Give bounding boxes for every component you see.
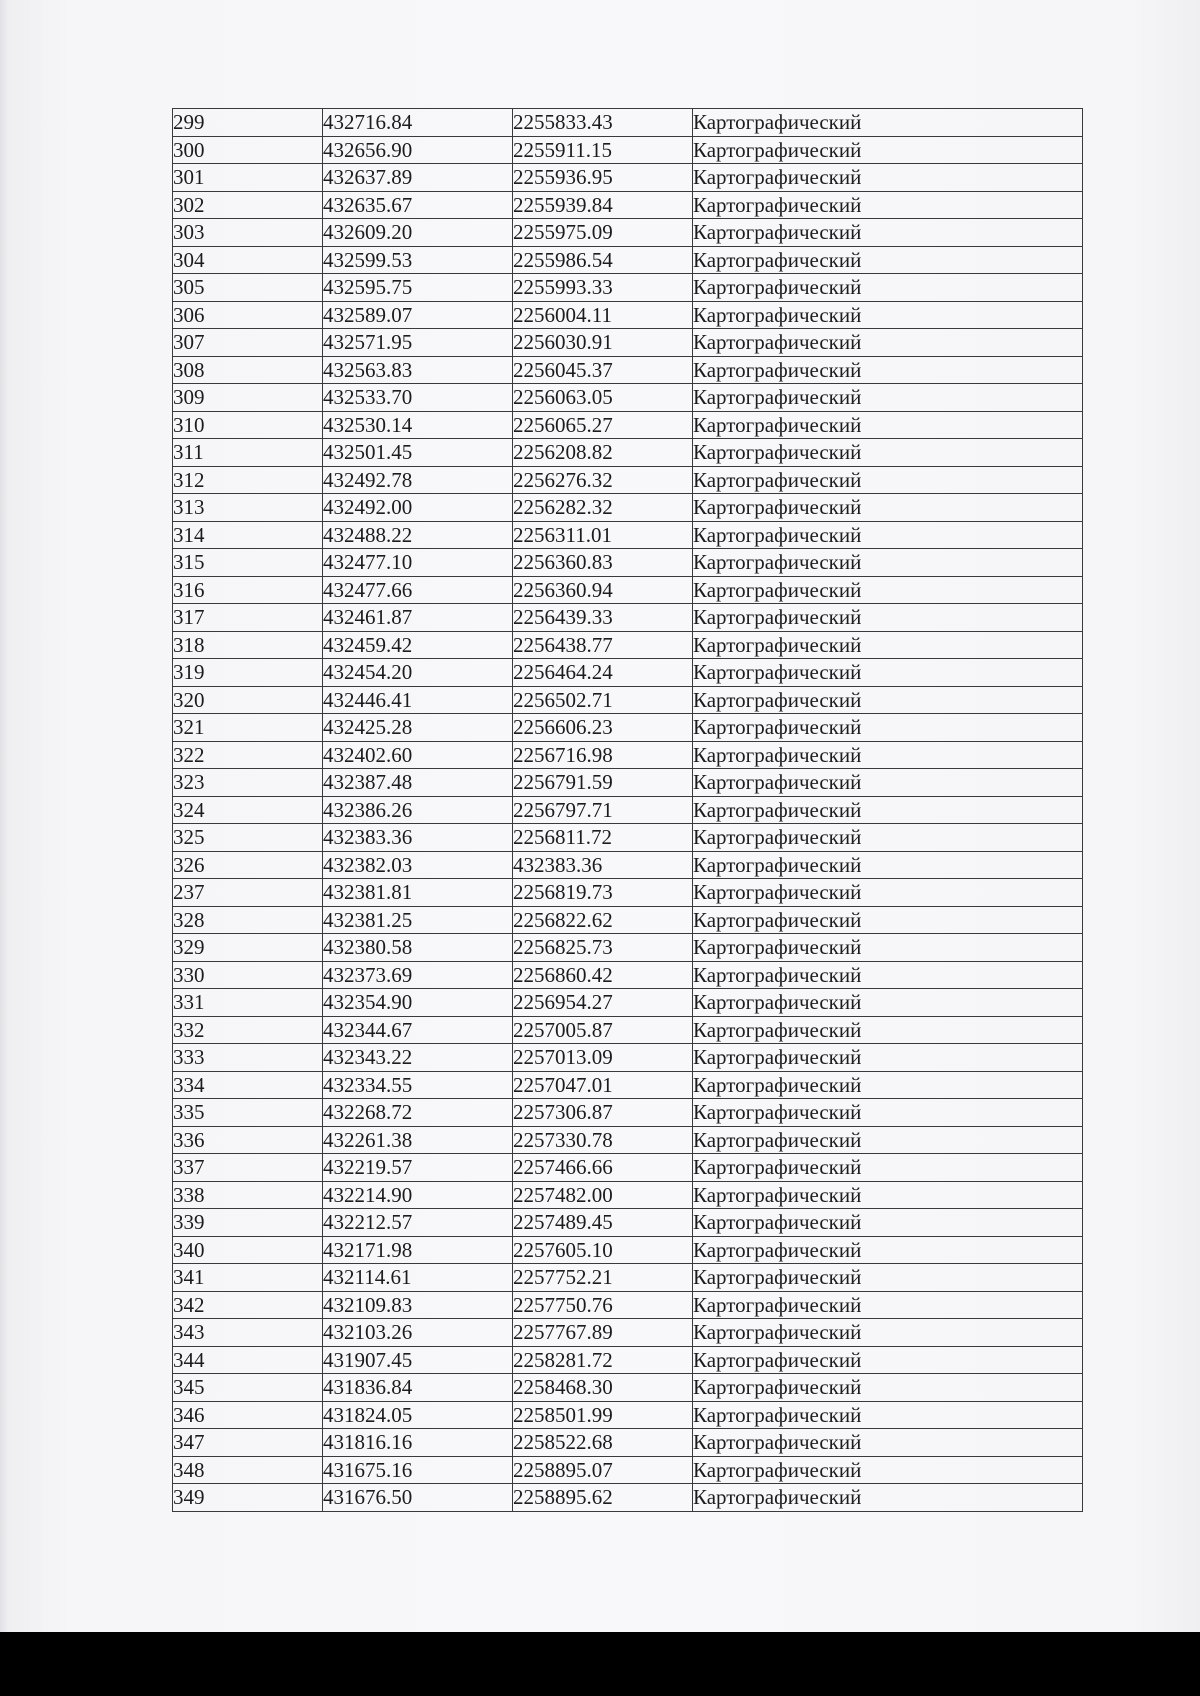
y-coordinate-cell: 2256860.42 — [513, 961, 693, 989]
method-cell: Картографический — [693, 796, 1083, 824]
table-row — [173, 769, 1083, 797]
scan-edge-shadow — [0, 0, 8, 1632]
y-coordinate-cell: 2257605.10 — [513, 1236, 693, 1264]
y-coordinate-cell: 2256065.27 — [513, 411, 693, 439]
x-coordinate-cell: 432354.90 — [323, 989, 513, 1017]
method-cell: Картографический — [693, 329, 1083, 357]
point-number-cell: 332 — [173, 1016, 323, 1044]
x-coordinate-cell: 432402.60 — [323, 741, 513, 769]
y-coordinate-cell: 2258281.72 — [513, 1346, 693, 1374]
table-row — [173, 109, 1083, 137]
x-coordinate-cell: 432637.89 — [323, 164, 513, 192]
point-number-cell: 320 — [173, 686, 323, 714]
point-number-cell: 331 — [173, 989, 323, 1017]
method-cell: Картографический — [693, 879, 1083, 907]
method-cell: Картографический — [693, 219, 1083, 247]
x-coordinate-cell: 432571.95 — [323, 329, 513, 357]
method-cell: Картографический — [693, 191, 1083, 219]
method-cell: Картографический — [693, 1044, 1083, 1072]
x-coordinate-cell: 432109.83 — [323, 1291, 513, 1319]
method-cell: Картографический — [693, 604, 1083, 632]
point-number-cell: 237 — [173, 879, 323, 907]
x-coordinate-cell: 431824.05 — [323, 1401, 513, 1429]
coordinates-table-body — [173, 109, 1083, 1512]
point-number-cell: 325 — [173, 824, 323, 852]
point-number-cell: 319 — [173, 659, 323, 687]
x-coordinate-cell: 432599.53 — [323, 246, 513, 274]
table-row — [173, 1346, 1083, 1374]
table-row — [173, 879, 1083, 907]
y-coordinate-cell: 2255833.43 — [513, 109, 693, 137]
method-cell: Картографический — [693, 1209, 1083, 1237]
point-number-cell: 337 — [173, 1154, 323, 1182]
method-cell: Картографический — [693, 439, 1083, 467]
method-cell: Картографический — [693, 1236, 1083, 1264]
table-row — [173, 824, 1083, 852]
x-coordinate-cell: 431676.50 — [323, 1484, 513, 1512]
table-row — [173, 1099, 1083, 1127]
y-coordinate-cell: 2258895.07 — [513, 1456, 693, 1484]
point-number-cell: 322 — [173, 741, 323, 769]
y-coordinate-cell: 2256439.33 — [513, 604, 693, 632]
y-coordinate-cell: 2255911.15 — [513, 136, 693, 164]
y-coordinate-cell: 2256791.59 — [513, 769, 693, 797]
x-coordinate-cell: 432103.26 — [323, 1319, 513, 1347]
x-coordinate-cell: 432656.90 — [323, 136, 513, 164]
point-number-cell: 342 — [173, 1291, 323, 1319]
table-row — [173, 1071, 1083, 1099]
point-number-cell: 312 — [173, 466, 323, 494]
method-cell: Картографический — [693, 1401, 1083, 1429]
point-number-cell: 303 — [173, 219, 323, 247]
table-row — [173, 1016, 1083, 1044]
point-number-cell: 305 — [173, 274, 323, 302]
table-row — [173, 411, 1083, 439]
point-number-cell: 302 — [173, 191, 323, 219]
method-cell: Картографический — [693, 1456, 1083, 1484]
table-row — [173, 1209, 1083, 1237]
x-coordinate-cell: 432268.72 — [323, 1099, 513, 1127]
point-number-cell: 321 — [173, 714, 323, 742]
method-cell: Картографический — [693, 1429, 1083, 1457]
table-row — [173, 494, 1083, 522]
x-coordinate-cell: 431836.84 — [323, 1374, 513, 1402]
y-coordinate-cell: 432383.36 — [513, 851, 693, 879]
point-number-cell: 313 — [173, 494, 323, 522]
point-number-cell: 339 — [173, 1209, 323, 1237]
x-coordinate-cell: 431816.16 — [323, 1429, 513, 1457]
table-row — [173, 439, 1083, 467]
method-cell: Картографический — [693, 1374, 1083, 1402]
table-row — [173, 1044, 1083, 1072]
x-coordinate-cell: 432214.90 — [323, 1181, 513, 1209]
y-coordinate-cell: 2257466.66 — [513, 1154, 693, 1182]
x-coordinate-cell: 432334.55 — [323, 1071, 513, 1099]
method-cell: Картографический — [693, 659, 1083, 687]
x-coordinate-cell: 432609.20 — [323, 219, 513, 247]
method-cell: Картографический — [693, 1291, 1083, 1319]
x-coordinate-cell: 432344.67 — [323, 1016, 513, 1044]
point-number-cell: 326 — [173, 851, 323, 879]
method-cell: Картографический — [693, 906, 1083, 934]
y-coordinate-cell: 2255986.54 — [513, 246, 693, 274]
y-coordinate-cell: 2256811.72 — [513, 824, 693, 852]
table-row — [173, 384, 1083, 412]
method-cell: Картографический — [693, 1264, 1083, 1292]
x-coordinate-cell: 432219.57 — [323, 1154, 513, 1182]
y-coordinate-cell: 2255936.95 — [513, 164, 693, 192]
point-number-cell: 301 — [173, 164, 323, 192]
point-number-cell: 323 — [173, 769, 323, 797]
method-cell: Картографический — [693, 1319, 1083, 1347]
x-coordinate-cell: 432530.14 — [323, 411, 513, 439]
point-number-cell: 307 — [173, 329, 323, 357]
y-coordinate-cell: 2257489.45 — [513, 1209, 693, 1237]
point-number-cell: 330 — [173, 961, 323, 989]
point-number-cell: 347 — [173, 1429, 323, 1457]
method-cell: Картографический — [693, 246, 1083, 274]
table-row — [173, 219, 1083, 247]
x-coordinate-cell: 432114.61 — [323, 1264, 513, 1292]
point-number-cell: 335 — [173, 1099, 323, 1127]
table-row — [173, 1319, 1083, 1347]
y-coordinate-cell: 2257750.76 — [513, 1291, 693, 1319]
method-cell: Картографический — [693, 576, 1083, 604]
point-number-cell: 311 — [173, 439, 323, 467]
point-number-cell: 324 — [173, 796, 323, 824]
y-coordinate-cell: 2257013.09 — [513, 1044, 693, 1072]
y-coordinate-cell: 2258895.62 — [513, 1484, 693, 1512]
table-row — [173, 659, 1083, 687]
point-number-cell: 310 — [173, 411, 323, 439]
table-row — [173, 686, 1083, 714]
scan-bottom-band — [0, 1632, 1200, 1696]
y-coordinate-cell: 2256360.94 — [513, 576, 693, 604]
point-number-cell: 308 — [173, 356, 323, 384]
table-row — [173, 934, 1083, 962]
method-cell: Картографический — [693, 714, 1083, 742]
y-coordinate-cell: 2256822.62 — [513, 906, 693, 934]
method-cell: Картографический — [693, 824, 1083, 852]
x-coordinate-cell: 432373.69 — [323, 961, 513, 989]
point-number-cell: 345 — [173, 1374, 323, 1402]
method-cell: Картографический — [693, 301, 1083, 329]
y-coordinate-cell: 2256716.98 — [513, 741, 693, 769]
table-row — [173, 1484, 1083, 1512]
table-row — [173, 521, 1083, 549]
y-coordinate-cell: 2256502.71 — [513, 686, 693, 714]
y-coordinate-cell: 2257005.87 — [513, 1016, 693, 1044]
coordinates-table — [172, 108, 1083, 1512]
y-coordinate-cell: 2255993.33 — [513, 274, 693, 302]
method-cell: Картографический — [693, 1346, 1083, 1374]
table-row — [173, 356, 1083, 384]
x-coordinate-cell: 432488.22 — [323, 521, 513, 549]
point-number-cell: 343 — [173, 1319, 323, 1347]
method-cell: Картографический — [693, 274, 1083, 302]
x-coordinate-cell: 431907.45 — [323, 1346, 513, 1374]
method-cell: Картографический — [693, 686, 1083, 714]
table-row — [173, 246, 1083, 274]
table-row — [173, 1126, 1083, 1154]
x-coordinate-cell: 432461.87 — [323, 604, 513, 632]
table-row — [173, 741, 1083, 769]
x-coordinate-cell: 432533.70 — [323, 384, 513, 412]
y-coordinate-cell: 2256311.01 — [513, 521, 693, 549]
table-row — [173, 301, 1083, 329]
method-cell: Картографический — [693, 1154, 1083, 1182]
point-number-cell: 304 — [173, 246, 323, 274]
x-coordinate-cell: 432477.10 — [323, 549, 513, 577]
method-cell: Картографический — [693, 164, 1083, 192]
table-row — [173, 1456, 1083, 1484]
method-cell: Картографический — [693, 466, 1083, 494]
table-row — [173, 1291, 1083, 1319]
y-coordinate-cell: 2258501.99 — [513, 1401, 693, 1429]
x-coordinate-cell: 432501.45 — [323, 439, 513, 467]
y-coordinate-cell: 2256282.32 — [513, 494, 693, 522]
table-row — [173, 576, 1083, 604]
table-row — [173, 1401, 1083, 1429]
y-coordinate-cell: 2257482.00 — [513, 1181, 693, 1209]
table-row — [173, 851, 1083, 879]
point-number-cell: 317 — [173, 604, 323, 632]
table-row — [173, 274, 1083, 302]
method-cell: Картографический — [693, 1071, 1083, 1099]
x-coordinate-cell: 432716.84 — [323, 109, 513, 137]
method-cell: Картографический — [693, 631, 1083, 659]
x-coordinate-cell: 432477.66 — [323, 576, 513, 604]
x-coordinate-cell: 432381.81 — [323, 879, 513, 907]
x-coordinate-cell: 432381.25 — [323, 906, 513, 934]
x-coordinate-cell: 432387.48 — [323, 769, 513, 797]
point-number-cell: 341 — [173, 1264, 323, 1292]
x-coordinate-cell: 432635.67 — [323, 191, 513, 219]
table-row — [173, 329, 1083, 357]
y-coordinate-cell: 2256797.71 — [513, 796, 693, 824]
method-cell: Картографический — [693, 136, 1083, 164]
y-coordinate-cell: 2257752.21 — [513, 1264, 693, 1292]
y-coordinate-cell: 2256045.37 — [513, 356, 693, 384]
point-number-cell: 338 — [173, 1181, 323, 1209]
method-cell: Картографический — [693, 521, 1083, 549]
table-row — [173, 1154, 1083, 1182]
x-coordinate-cell: 432446.41 — [323, 686, 513, 714]
x-coordinate-cell: 432382.03 — [323, 851, 513, 879]
y-coordinate-cell: 2256276.32 — [513, 466, 693, 494]
table-row — [173, 549, 1083, 577]
table-row — [173, 191, 1083, 219]
table-row — [173, 1181, 1083, 1209]
table-row — [173, 631, 1083, 659]
y-coordinate-cell: 2256606.23 — [513, 714, 693, 742]
table-row — [173, 1429, 1083, 1457]
table-row — [173, 604, 1083, 632]
x-coordinate-cell: 432425.28 — [323, 714, 513, 742]
x-coordinate-cell: 432492.00 — [323, 494, 513, 522]
y-coordinate-cell: 2256360.83 — [513, 549, 693, 577]
point-number-cell: 318 — [173, 631, 323, 659]
y-coordinate-cell: 2258468.30 — [513, 1374, 693, 1402]
point-number-cell: 344 — [173, 1346, 323, 1374]
table-row — [173, 906, 1083, 934]
y-coordinate-cell: 2257330.78 — [513, 1126, 693, 1154]
table-row — [173, 136, 1083, 164]
y-coordinate-cell: 2257306.87 — [513, 1099, 693, 1127]
x-coordinate-cell: 432454.20 — [323, 659, 513, 687]
point-number-cell: 334 — [173, 1071, 323, 1099]
method-cell: Картографический — [693, 1126, 1083, 1154]
x-coordinate-cell: 432459.42 — [323, 631, 513, 659]
y-coordinate-cell: 2256825.73 — [513, 934, 693, 962]
table-row — [173, 1264, 1083, 1292]
x-coordinate-cell: 432589.07 — [323, 301, 513, 329]
method-cell: Картографический — [693, 1099, 1083, 1127]
table-row — [173, 164, 1083, 192]
table-row — [173, 466, 1083, 494]
method-cell: Картографический — [693, 769, 1083, 797]
point-number-cell: 329 — [173, 934, 323, 962]
table-row — [173, 1374, 1083, 1402]
method-cell: Картографический — [693, 1181, 1083, 1209]
method-cell: Картографический — [693, 851, 1083, 879]
x-coordinate-cell: 431675.16 — [323, 1456, 513, 1484]
x-coordinate-cell: 432212.57 — [323, 1209, 513, 1237]
y-coordinate-cell: 2256208.82 — [513, 439, 693, 467]
y-coordinate-cell: 2255975.09 — [513, 219, 693, 247]
point-number-cell: 328 — [173, 906, 323, 934]
method-cell: Картографический — [693, 961, 1083, 989]
method-cell: Картографический — [693, 1016, 1083, 1044]
method-cell: Картографический — [693, 989, 1083, 1017]
point-number-cell: 306 — [173, 301, 323, 329]
point-number-cell: 340 — [173, 1236, 323, 1264]
x-coordinate-cell: 432343.22 — [323, 1044, 513, 1072]
x-coordinate-cell: 432595.75 — [323, 274, 513, 302]
table-row — [173, 796, 1083, 824]
x-coordinate-cell: 432563.83 — [323, 356, 513, 384]
x-coordinate-cell: 432171.98 — [323, 1236, 513, 1264]
table-row — [173, 714, 1083, 742]
method-cell: Картографический — [693, 384, 1083, 412]
point-number-cell: 309 — [173, 384, 323, 412]
x-coordinate-cell: 432261.38 — [323, 1126, 513, 1154]
method-cell: Картографический — [693, 549, 1083, 577]
point-number-cell: 299 — [173, 109, 323, 137]
point-number-cell: 336 — [173, 1126, 323, 1154]
y-coordinate-cell: 2256030.91 — [513, 329, 693, 357]
point-number-cell: 333 — [173, 1044, 323, 1072]
y-coordinate-cell: 2256004.11 — [513, 301, 693, 329]
method-cell: Картографический — [693, 494, 1083, 522]
x-coordinate-cell: 432380.58 — [323, 934, 513, 962]
y-coordinate-cell: 2255939.84 — [513, 191, 693, 219]
table-row — [173, 1236, 1083, 1264]
y-coordinate-cell: 2256438.77 — [513, 631, 693, 659]
method-cell: Картографический — [693, 411, 1083, 439]
point-number-cell: 315 — [173, 549, 323, 577]
y-coordinate-cell: 2256954.27 — [513, 989, 693, 1017]
y-coordinate-cell: 2256464.24 — [513, 659, 693, 687]
point-number-cell: 346 — [173, 1401, 323, 1429]
x-coordinate-cell: 432492.78 — [323, 466, 513, 494]
point-number-cell: 348 — [173, 1456, 323, 1484]
point-number-cell: 316 — [173, 576, 323, 604]
method-cell: Картографический — [693, 356, 1083, 384]
table-row — [173, 989, 1083, 1017]
method-cell: Картографический — [693, 1484, 1083, 1512]
y-coordinate-cell: 2258522.68 — [513, 1429, 693, 1457]
y-coordinate-cell: 2257047.01 — [513, 1071, 693, 1099]
x-coordinate-cell: 432386.26 — [323, 796, 513, 824]
table-row — [173, 961, 1083, 989]
method-cell: Картографический — [693, 109, 1083, 137]
method-cell: Картографический — [693, 741, 1083, 769]
point-number-cell: 314 — [173, 521, 323, 549]
x-coordinate-cell: 432383.36 — [323, 824, 513, 852]
point-number-cell: 349 — [173, 1484, 323, 1512]
method-cell: Картографический — [693, 934, 1083, 962]
y-coordinate-cell: 2257767.89 — [513, 1319, 693, 1347]
y-coordinate-cell: 2256063.05 — [513, 384, 693, 412]
y-coordinate-cell: 2256819.73 — [513, 879, 693, 907]
point-number-cell: 300 — [173, 136, 323, 164]
